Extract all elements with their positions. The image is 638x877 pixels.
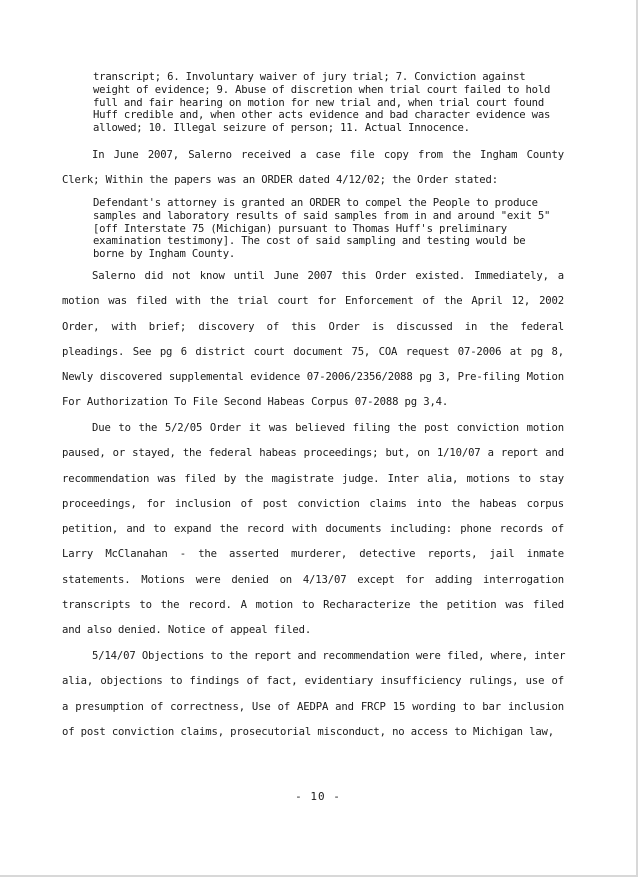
text-line: alia, objections to findings of fact, evidentiary insufficiency rulings, use of	[62, 675, 564, 688]
text-line: Defendant's attorney is granted an ORDER to compel the People to produce	[93, 197, 538, 209]
paragraph-objections	[62, 644, 564, 745]
text-line: 5/14/07 Objections to the report and recommendation were filed, where, inter	[92, 650, 566, 662]
paragraph-grounds-list	[93, 71, 563, 135]
text-line: examination testimony]. The cost of said sampling and testing would be	[93, 235, 526, 248]
text-line: proceedings, for inclusion of post conviction claims into the habeas corpus	[62, 497, 564, 510]
quoted-order	[93, 197, 563, 261]
text-line: Clerk; Within the papers was an ORDER dated 4/12/02; the Order stated:	[62, 174, 498, 187]
paragraph-case-file	[62, 143, 564, 194]
text-line: Newly discovered supplemental evidence 07-2006/2356/2088 pg 3, Pre-filing Motion	[62, 371, 564, 384]
text-line: full and fair hearing on motion for new trial and, when trial court found	[93, 96, 544, 109]
text-line: transcript; 6. Involuntary waiver of jury trial; 7. Conviction against	[93, 71, 526, 83]
paragraph-order-discovery	[62, 264, 564, 416]
text-line: Salerno did not know until June 2007 this Order existed. Immediately, a	[92, 270, 564, 282]
text-line: paused, or stayed, the federal habeas proceedings; but, on 1/10/07 a report and	[62, 447, 564, 460]
text-line: statements. Motions were denied on 4/13/07 except for adding interrogation	[62, 573, 564, 586]
text-line: Order, with brief; discovery of this Order is discussed in the federal	[62, 320, 564, 333]
text-line: of post conviction claims, prosecutorial misconduct, no access to Michigan law,	[62, 725, 555, 738]
text-line: For Authorization To File Second Habeas Corpus 07-2088 pg 3,4.	[62, 396, 449, 409]
text-line: pleadings. See pg 6 district court document 75, COA request 07-2006 at pg 8,	[62, 345, 564, 358]
text-line: samples and laboratory results of said samples from in and around "exit 5"	[93, 209, 551, 222]
text-line: recommendation was filed by the magistrate judge. Inter alia, motions to stay	[62, 472, 564, 485]
text-line: weight of evidence; 9. Abuse of discretion when trial court failed to hold	[93, 83, 551, 96]
text-line: Huff credible and, when other acts evidence and bad character evidence was	[93, 109, 551, 122]
text-line: a presumption of correctness, Use of AEDPA and FRCP 15 wording to bar inclusion	[62, 700, 564, 713]
text-line: allowed; 10. Illegal seizure of person; 11. Actual Innocence.	[93, 122, 470, 135]
text-line: motion was filed with the trial court for Enforcement of the April 12, 2002	[62, 295, 564, 308]
text-line: [off Interstate 75 (Michigan) pursuant to Thomas Huff's preliminary	[93, 222, 507, 235]
text-line: transcripts to the record. A motion to Recharacterize the petition was filed	[62, 599, 564, 612]
page-number: - 10 -	[295, 790, 341, 803]
text-line: petition, and to expand the record with documents including: phone records of	[62, 523, 564, 536]
text-line: Larry McClanahan - the asserted murderer, detective reports, jail inmate	[62, 548, 564, 561]
text-line: and also denied. Notice of appeal filed.	[62, 624, 312, 637]
text-line: In June 2007, Salerno received a case file copy from the Ingham County	[92, 149, 564, 161]
text-line: borne by Ingham County.	[93, 248, 236, 261]
paragraph-habeas-proceedings	[62, 416, 564, 644]
text-line: Due to the 5/2/05 Order it was believed filing the post conviction motion	[92, 422, 564, 434]
